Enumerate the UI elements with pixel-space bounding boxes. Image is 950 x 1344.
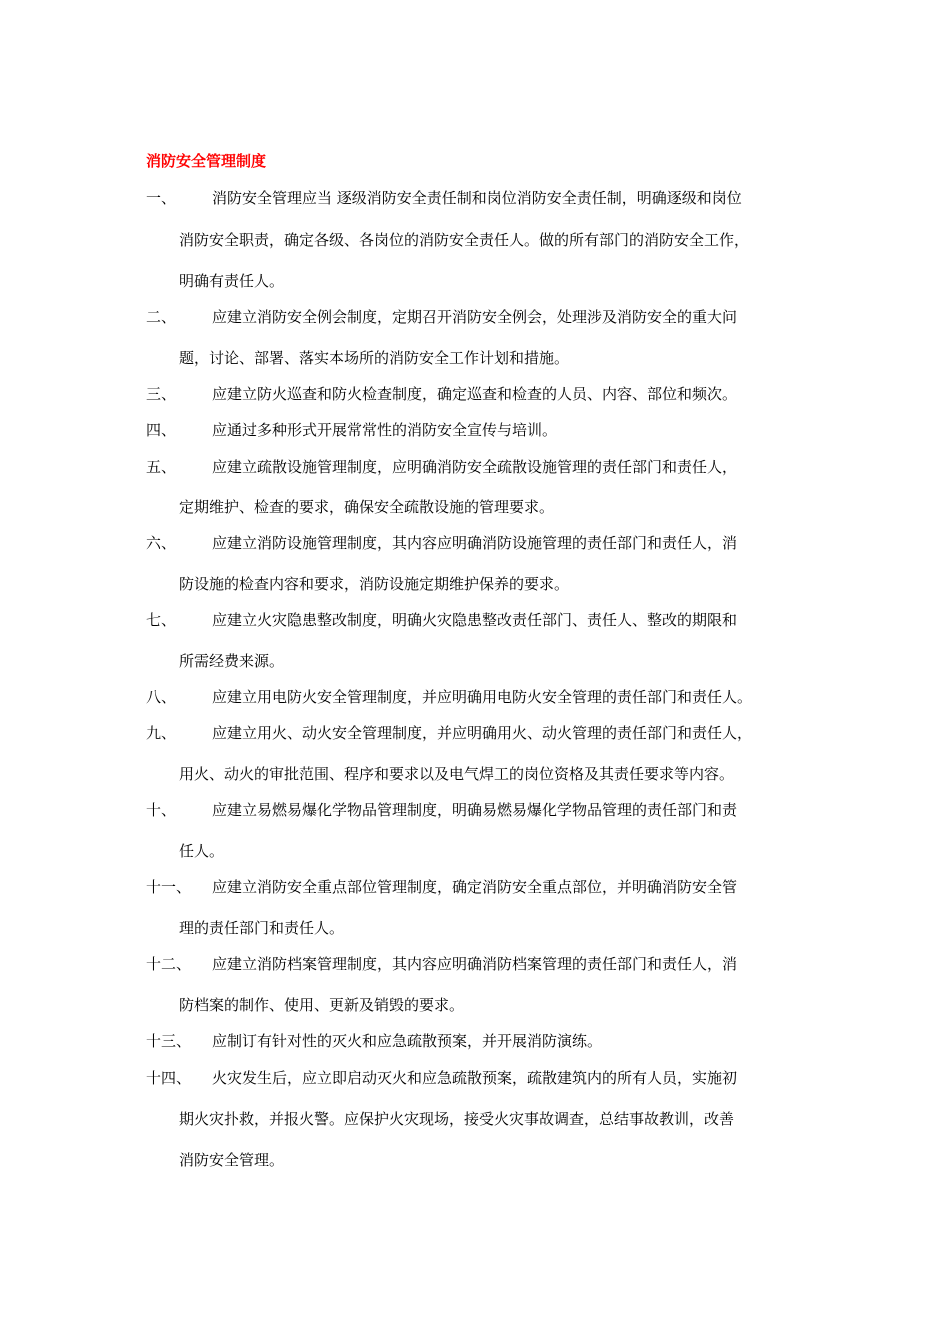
item-2-line-1: 应建立消防安全例会制度，定期召开消防安全例会，处理涉及消防安全的重大问 [212,308,738,326]
item-10-line-1: 应建立易燃易爆化学物品管理制度，明确易燃易爆化学物品管理的责任部门和责 [212,801,738,819]
item-1-line-2: 消防安全职责，确定各级、各岗位的消防安全责任人。做的所有部门的消防安全工作， [179,231,750,249]
item-9-line-1: 应建立用火、动火安全管理制度，并应明确用火、动火管理的责任部门和责任人， [212,724,753,742]
item-7-line-2: 所需经费来源。 [179,652,285,670]
document-title: 消防安全管理制度 [146,152,267,170]
item-10-line-2: 任人。 [179,842,225,860]
item-8-line-1: 应建立用电防火安全管理制度，并应明确用电防火安全管理的责任部门和责任人。 [212,688,753,706]
item-12-line-2: 防档案的制作、使用、更新及销毁的要求。 [179,996,465,1014]
item-6-line-1: 应建立消防设施管理制度，其内容应明确消防设施管理的责任部门和责任人，消 [212,534,738,552]
item-7-number: 七、 [146,611,177,629]
item-7-line-1: 应建立火灾隐患整改制度，明确火灾隐患整改责任部门、责任人、整改的期限和 [212,611,738,629]
item-11-line-1: 应建立消防安全重点部位管理制度，确定消防安全重点部位，并明确消防安全管 [212,878,738,896]
item-4-line-1: 应通过多种形式开展常常性的消防安全宣传与培训。 [212,421,558,439]
item-12-line-1: 应建立消防档案管理制度，其内容应明确消防档案管理的责任部门和责任人，消 [212,955,738,973]
item-10-number: 十、 [146,801,177,819]
item-9-line-2: 用火、动火的审批范围、程序和要求以及电气焊工的岗位资格及其责任要求等内容。 [179,765,735,783]
item-1-line-1: 消防安全管理应当 逐级消防安全责任制和岗位消防安全责任制，明确逐级和岗位 [212,189,742,207]
item-14-line-3: 消防安全管理。 [179,1151,285,1169]
item-8-number: 八、 [146,688,177,706]
item-13-line-1: 应制订有针对性的灭火和应急疏散预案，并开展消防演练。 [212,1032,603,1050]
item-2-line-2: 题，讨论、部署、落实本场所的消防安全工作计划和措施。 [179,349,570,367]
item-5-number: 五、 [146,458,177,476]
item-13-number: 十三、 [146,1032,192,1050]
item-12-number: 十二、 [146,955,192,973]
item-14-line-2: 期火灾扑救，并报火警。应保护火灾现场，接受火灾事故调查，总结事故教训，改善 [179,1110,735,1128]
item-1-line-3: 明确有责任人。 [179,272,285,290]
item-4-number: 四、 [146,421,177,439]
item-6-number: 六、 [146,534,177,552]
item-14-number: 十四、 [146,1069,192,1087]
item-5-line-2: 定期维护、检查的要求，确保安全疏散设施的管理要求。 [179,498,555,516]
item-2-number: 二、 [146,308,177,326]
item-14-line-1: 火灾发生后，应立即启动灭火和应急疏散预案，疏散建筑内的所有人员，实施初 [212,1069,738,1087]
item-11-number: 十一、 [146,878,192,896]
item-3-number: 三、 [146,385,177,403]
item-5-line-1: 应建立疏散设施管理制度，应明确消防安全疏散设施管理的责任部门和责任人， [212,458,738,476]
item-11-line-2: 理的责任部门和责任人。 [179,919,345,937]
item-6-line-2: 防设施的检查内容和要求，消防设施定期维护保养的要求。 [179,575,570,593]
item-3-line-1: 应建立防火巡查和防火检查制度，确定巡查和检查的人员、内容、部位和频次。 [212,385,738,403]
item-9-number: 九、 [146,724,177,742]
item-1-number: 一、 [146,189,177,207]
